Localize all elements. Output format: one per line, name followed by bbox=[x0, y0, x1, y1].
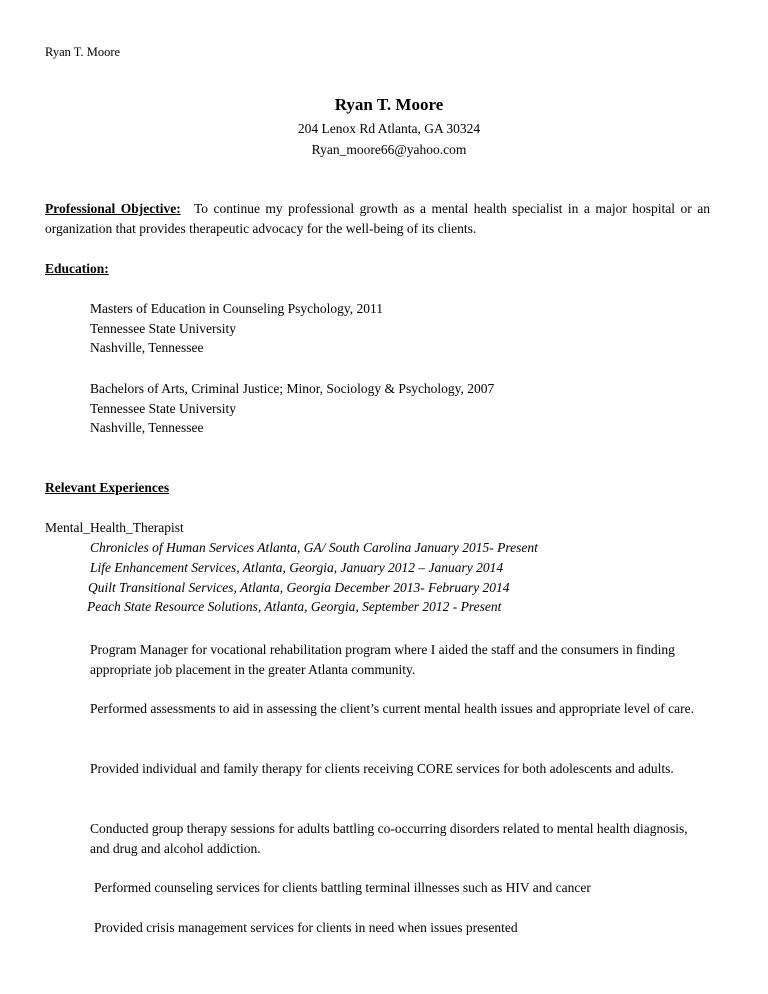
education-school: Tennessee State University bbox=[90, 321, 237, 336]
candidate-address: 204 Lenox Rd Atlanta, GA 30324 bbox=[297, 121, 481, 136]
duty-item: Program Manager for vocational rehabilitation program where I aided the staff and the consumers in finding appropriate job placement in the greater Atlanta community. bbox=[90, 642, 675, 677]
duty-item: Provided individual and family therapy for clients receiving CORE services for both adolescents and adults. bbox=[90, 761, 674, 776]
duty-item: Provided crisis management services for clients in need when issues presented bbox=[94, 920, 518, 935]
education-heading: Education: bbox=[45, 261, 109, 276]
education-degree: Bachelors of Arts, Criminal Justice; Minor, Sociology & Psychology, 2007 bbox=[90, 381, 495, 396]
employer-entry: Life Enhancement Services, Atlanta, Georgia, January 2012 – January 2014 bbox=[90, 560, 504, 575]
experience-heading: Relevant Experiences bbox=[45, 480, 170, 495]
objective-section bbox=[45, 199, 710, 239]
running-header: Ryan T. Moore bbox=[45, 45, 121, 59]
objective-heading: Professional Objective: bbox=[45, 201, 181, 216]
objective-text: To continue my professional growth as a mental health specialist in a major hospital or an organization that provides therapeutic advocacy for the well-being of its clients. bbox=[45, 201, 710, 236]
experience-role: Mental_Health_Therapist bbox=[45, 520, 184, 535]
duty-item: Performed counseling services for clients battling terminal illnesses such as HIV and cancer bbox=[94, 880, 591, 895]
candidate-email: Ryan_moore66@yahoo.com bbox=[311, 142, 467, 157]
duty-item: Conducted group therapy sessions for adults battling co-occurring disorders related to mental health diagnosis, and drug and alcohol addiction. bbox=[90, 821, 688, 856]
duty-item: Performed assessments to aid in assessing the client’s current mental health issues and appropriate level of care. bbox=[90, 701, 694, 716]
education-school: Tennessee State University bbox=[90, 401, 237, 416]
candidate-name: Ryan T. Moore bbox=[334, 95, 444, 114]
employer-entry: Chronicles of Human Services Atlanta, GA/ South Carolina January 2015- Present bbox=[90, 540, 538, 555]
education-degree: Masters of Education in Counseling Psychology, 2011 bbox=[90, 301, 383, 316]
employer-entry: Peach State Resource Solutions, Atlanta, Georgia, September 2012 - Present bbox=[87, 599, 502, 614]
education-location: Nashville, Tennessee bbox=[90, 340, 204, 355]
employer-entry: Quilt Transitional Services, Atlanta, Georgia December 2013- February 2014 bbox=[88, 580, 510, 595]
education-location: Nashville, Tennessee bbox=[90, 420, 204, 435]
